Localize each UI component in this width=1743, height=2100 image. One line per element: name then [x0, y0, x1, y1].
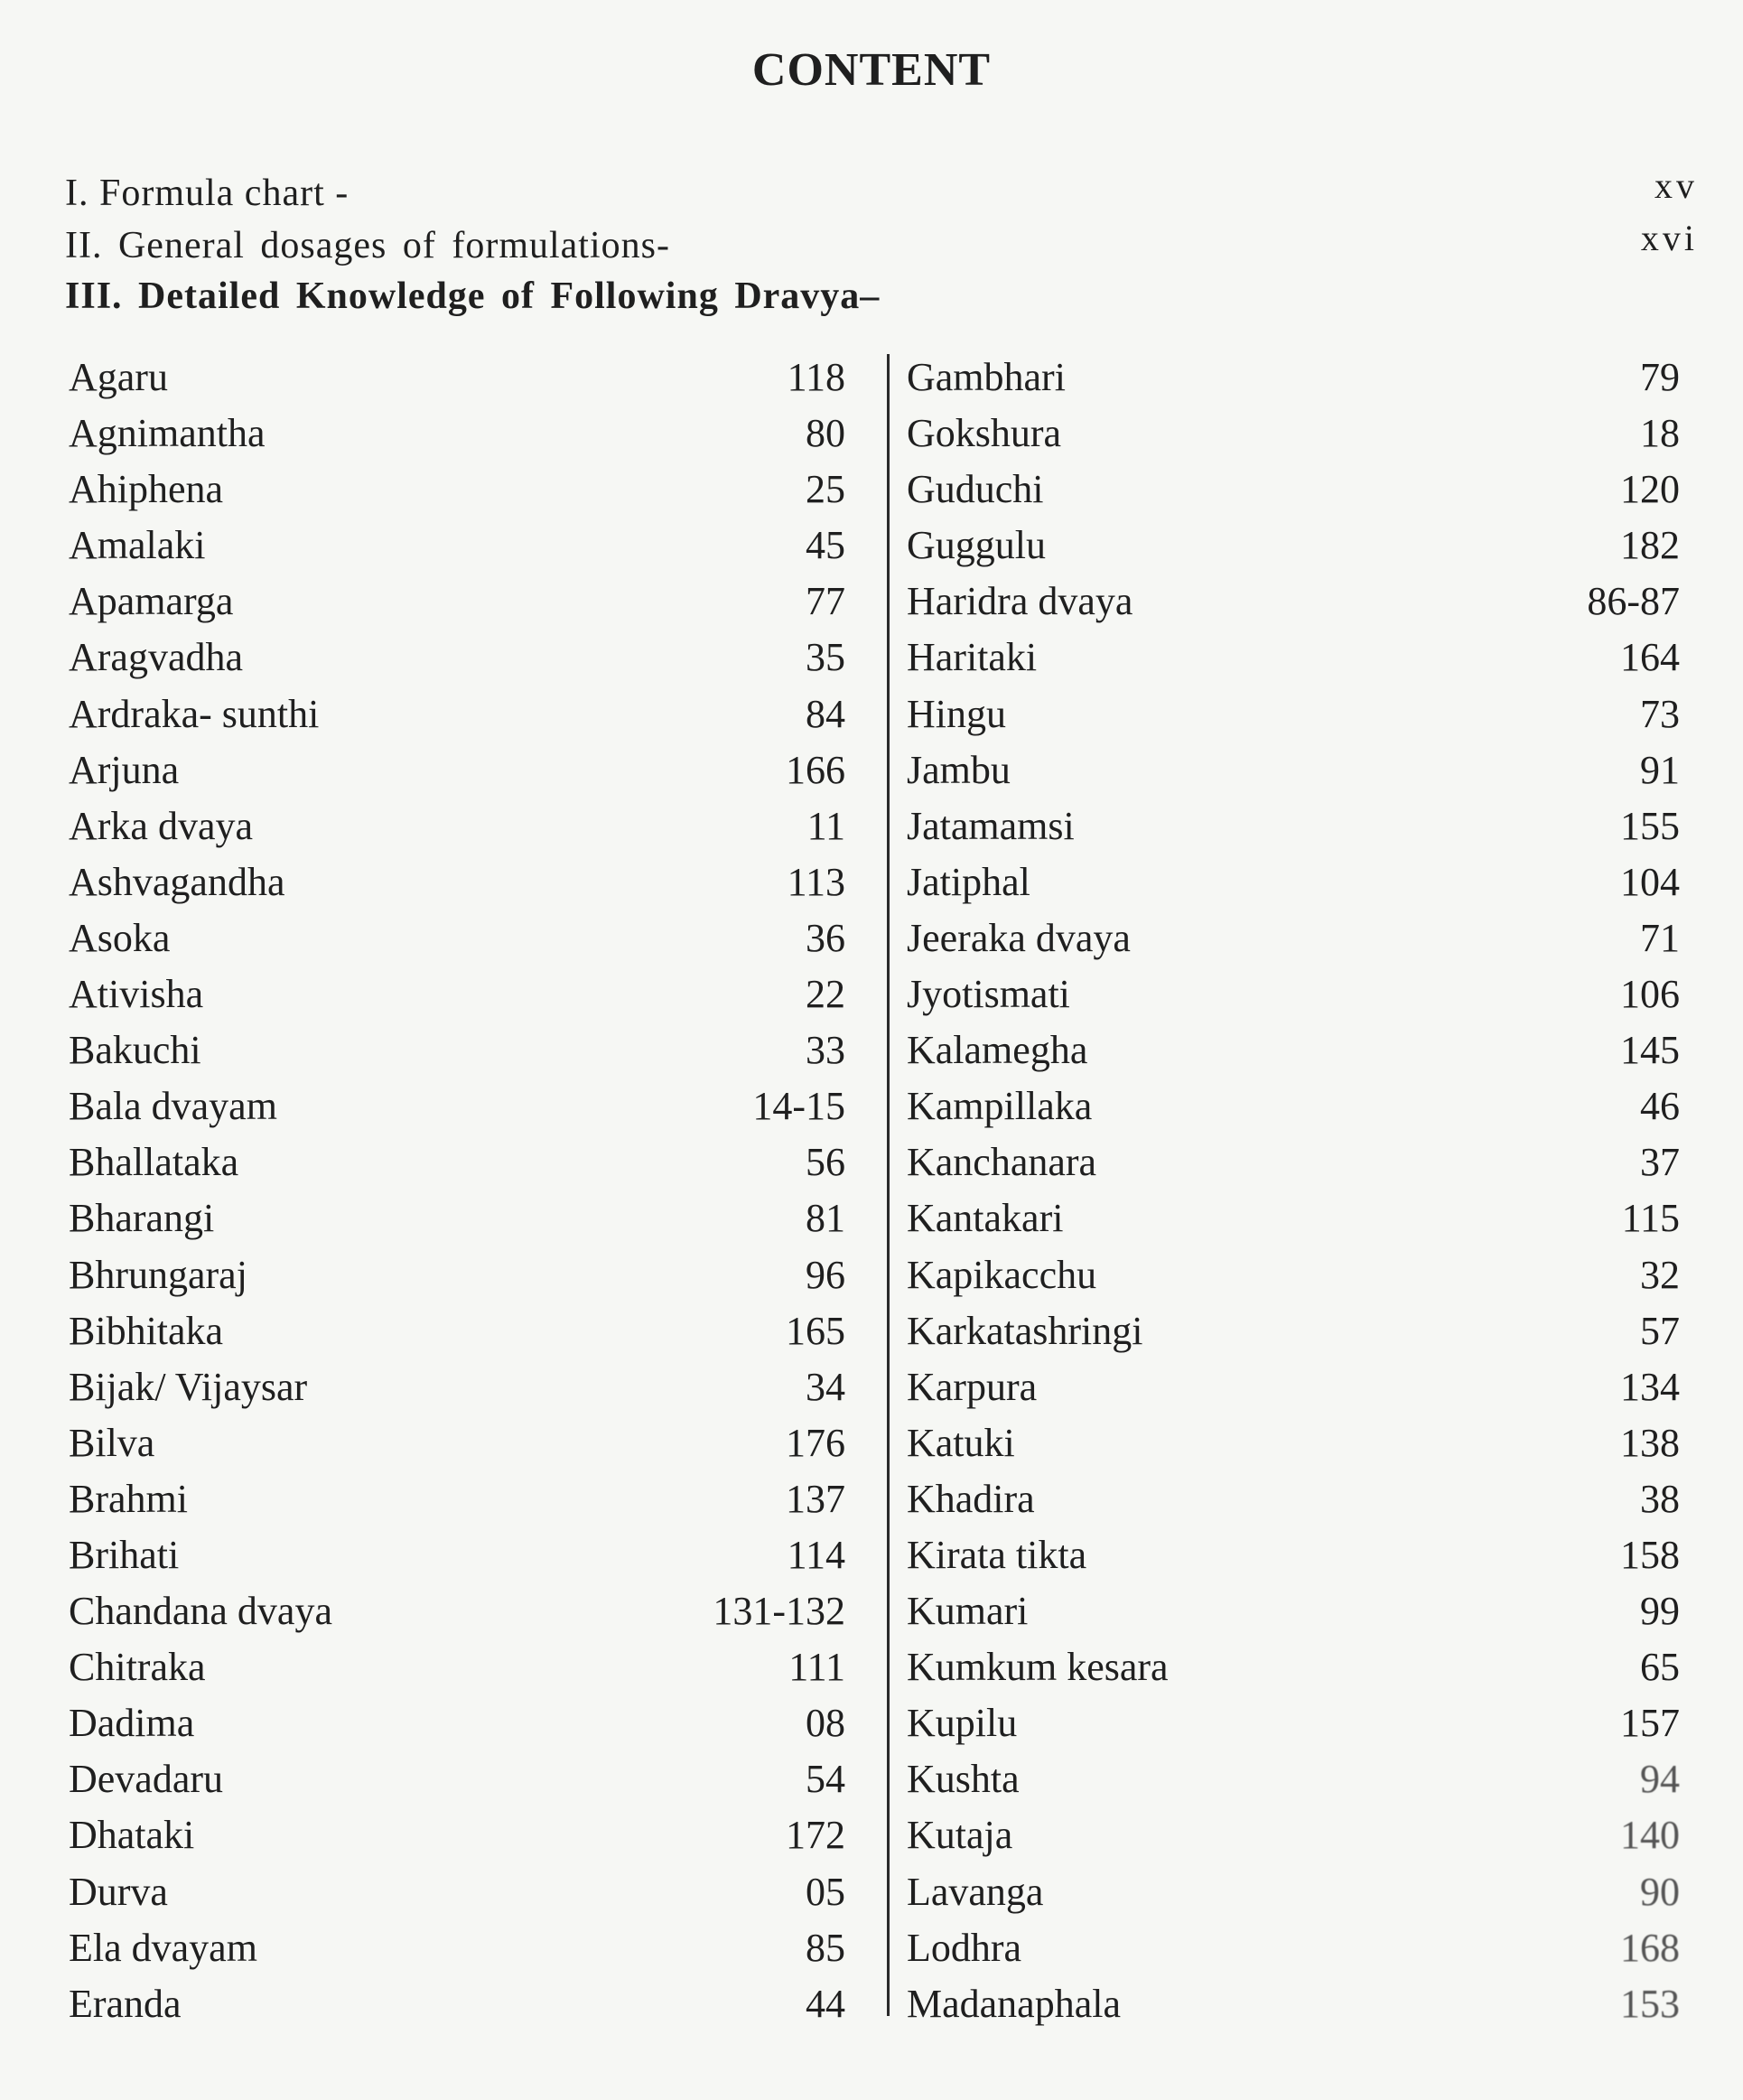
entry-name: Kanchanara — [907, 1140, 1097, 1185]
entry-name: Karkatashringi — [907, 1308, 1143, 1353]
entry-page-number: 73 — [1640, 691, 1680, 736]
entry-name: Hingu — [907, 691, 1006, 736]
entry-name: Brihati — [69, 1532, 180, 1577]
toc-entry — [907, 1247, 1680, 1303]
entry-name: Chitraka — [69, 1645, 206, 1690]
toc-entry — [907, 1751, 1680, 1807]
intro-general-dosages: II. General dosages of formulations- — [65, 225, 670, 266]
entry-page-number: 46 — [1640, 1084, 1680, 1129]
entry-name: Kirata tikta — [907, 1532, 1087, 1577]
entry-page-number: 45 — [806, 523, 845, 568]
entry-page-number: 176 — [786, 1420, 845, 1465]
toc-entry — [907, 350, 1680, 406]
entry-page-number: 54 — [806, 1757, 845, 1802]
entry-page-number: 113 — [787, 859, 845, 904]
toc-entry — [907, 1583, 1680, 1639]
entry-page-number: 34 — [806, 1364, 845, 1409]
toc-entry — [907, 1078, 1680, 1134]
toc-entry — [907, 966, 1680, 1022]
entry-page-number: 115 — [1621, 1196, 1680, 1241]
entry-page-number: 145 — [1620, 1028, 1680, 1073]
toc-entry — [907, 854, 1680, 910]
entry-name: Kalamegha — [907, 1028, 1088, 1073]
toc-entry — [69, 1976, 845, 2032]
entry-page-number: 44 — [806, 1981, 845, 2026]
toc-entry — [69, 1864, 845, 1920]
toc-entry — [69, 630, 845, 686]
entry-page-number: 18 — [1640, 411, 1680, 456]
toc-entry — [907, 1415, 1680, 1471]
toc-entry — [69, 1527, 845, 1583]
toc-entry — [907, 1527, 1680, 1583]
entry-page-number: 11 — [806, 803, 845, 848]
entry-page-number: 85 — [806, 1925, 845, 1970]
toc-entry — [907, 1807, 1680, 1863]
entry-name: Brahmi — [69, 1476, 188, 1521]
intro-detailed-knowledge-heading: III. Detailed Knowledge of Following Dravya– — [65, 275, 881, 317]
entry-name: Gambhari — [907, 355, 1066, 399]
intro-general-dosages-page: xvi — [1640, 218, 1698, 258]
toc-entry — [69, 1471, 845, 1527]
entry-page-number: 158 — [1620, 1532, 1680, 1577]
entry-name: Apamarga — [69, 579, 234, 624]
toc-entry — [69, 798, 845, 854]
entry-name: Devadaru — [69, 1757, 224, 1802]
toc-entry — [69, 966, 845, 1022]
entry-name: Bijak/ Vijaysar — [69, 1364, 308, 1409]
entry-page-number: 65 — [1640, 1645, 1680, 1690]
entry-page-number: 57 — [1640, 1308, 1680, 1353]
entry-name: Ativisha — [69, 972, 204, 1017]
entry-page-number: 05 — [806, 1869, 845, 1914]
toc-entry — [907, 1303, 1680, 1359]
entry-name: Kumkum kesara — [907, 1645, 1169, 1690]
entry-page-number: 56 — [806, 1140, 845, 1185]
toc-entry — [907, 630, 1680, 686]
dravya-list-left — [69, 350, 845, 2032]
column-divider — [887, 354, 890, 2016]
entry-name: Kampillaka — [907, 1084, 1093, 1129]
entry-name: Jatamamsi — [907, 803, 1075, 848]
toc-entry — [69, 1134, 845, 1190]
toc-entry — [69, 1359, 845, 1415]
entry-name: Haritaki — [907, 635, 1038, 680]
toc-entry — [907, 1190, 1680, 1246]
entry-page-number: 90 — [1640, 1869, 1680, 1914]
toc-entry — [69, 1751, 845, 1807]
entry-name: Jatiphal — [907, 859, 1030, 904]
dravya-list-right — [907, 350, 1680, 2032]
entry-name: Bharangi — [69, 1196, 215, 1241]
entry-page-number: 140 — [1620, 1813, 1680, 1858]
toc-entry — [69, 350, 845, 406]
toc-entry — [907, 1695, 1680, 1751]
entry-page-number: 22 — [806, 972, 845, 1017]
entry-page-number: 84 — [806, 691, 845, 736]
entry-page-number: 14-15 — [752, 1084, 845, 1129]
entry-page-number: 37 — [1640, 1140, 1680, 1185]
entry-name: Haridra dvaya — [907, 579, 1133, 624]
entry-name: Lavanga — [907, 1869, 1044, 1914]
entry-page-number: 79 — [1640, 355, 1680, 399]
entry-page-number: 172 — [786, 1813, 845, 1858]
entry-name: Asoka — [69, 915, 171, 960]
toc-entry — [69, 1078, 845, 1134]
toc-entry — [907, 1134, 1680, 1190]
entry-page-number: 35 — [806, 635, 845, 680]
toc-entry — [69, 1695, 845, 1751]
entry-page-number: 137 — [786, 1476, 845, 1521]
toc-entry — [907, 1471, 1680, 1527]
entry-page-number: 157 — [1620, 1701, 1680, 1746]
entry-page-number: 164 — [1620, 635, 1680, 680]
entry-name: Aragvadha — [69, 635, 244, 680]
entry-page-number: 71 — [1640, 915, 1680, 960]
intro-formula-chart: I. Formula chart - — [65, 173, 350, 214]
toc-entry — [907, 1359, 1680, 1415]
entry-page-number: 165 — [786, 1308, 845, 1353]
entry-name: Kupilu — [907, 1701, 1018, 1746]
entry-name: Jyotismati — [907, 972, 1070, 1017]
toc-entry — [69, 742, 845, 798]
entry-page-number: 153 — [1620, 1981, 1680, 2026]
entry-name: Agnimantha — [69, 411, 266, 456]
toc-entry — [907, 1864, 1680, 1920]
entry-page-number: 114 — [787, 1532, 845, 1577]
toc-entry — [69, 1190, 845, 1246]
toc-entry — [907, 406, 1680, 462]
entry-page-number: 36 — [806, 915, 845, 960]
entry-name: Dadima — [69, 1701, 195, 1746]
entry-name: Lodhra — [907, 1925, 1022, 1970]
entry-page-number: 182 — [1620, 523, 1680, 568]
entry-name: Dhataki — [69, 1813, 195, 1858]
toc-entry — [907, 1022, 1680, 1078]
toc-entry — [69, 518, 845, 574]
entry-name: Kantakari — [907, 1196, 1064, 1241]
page-title: CONTENT — [751, 44, 992, 96]
entry-name: Jeeraka dvaya — [907, 915, 1131, 960]
entry-name: Durva — [69, 1869, 168, 1914]
entry-name: Agaru — [69, 355, 168, 399]
entry-page-number: 33 — [806, 1028, 845, 1073]
entry-name: Gokshura — [907, 411, 1062, 456]
entry-name: Bilva — [69, 1420, 155, 1465]
toc-entry — [69, 686, 845, 742]
entry-name: Ashvagandha — [69, 859, 285, 904]
entry-name: Khadira — [907, 1476, 1035, 1521]
toc-entry — [69, 1639, 845, 1695]
entry-page-number: 168 — [1620, 1925, 1680, 1970]
entry-page-number: 166 — [786, 747, 845, 792]
entry-name: Guduchi — [907, 467, 1044, 512]
toc-entry — [69, 462, 845, 518]
toc-entry — [907, 742, 1680, 798]
toc-entry — [907, 798, 1680, 854]
entry-name: Bhallataka — [69, 1140, 239, 1185]
toc-entry — [69, 1807, 845, 1863]
toc-entry — [69, 1415, 845, 1471]
entry-name: Kumari — [907, 1589, 1029, 1634]
entry-name: Kushta — [907, 1757, 1020, 1802]
intro-formula-chart-page: xv — [1654, 165, 1698, 206]
entry-name: Bibhitaka — [69, 1308, 224, 1353]
entry-name: Bala dvayam — [69, 1084, 277, 1129]
entry-page-number: 94 — [1640, 1757, 1680, 1802]
entry-page-number: 118 — [787, 355, 845, 399]
entry-page-number: 81 — [806, 1196, 845, 1241]
toc-entry — [69, 854, 845, 910]
toc-entry — [69, 1247, 845, 1303]
entry-page-number: 155 — [1620, 803, 1680, 848]
entry-page-number: 138 — [1620, 1420, 1680, 1465]
entry-name: Arjuna — [69, 747, 180, 792]
toc-entry — [907, 1976, 1680, 2032]
entry-page-number: 111 — [788, 1645, 845, 1690]
entry-name: Chandana dvaya — [69, 1589, 332, 1634]
entry-page-number: 77 — [806, 579, 845, 624]
entry-name: Ardraka- sunthi — [69, 691, 320, 736]
entry-name: Katuki — [907, 1420, 1015, 1465]
toc-entry — [69, 910, 845, 966]
entry-name: Ela dvayam — [69, 1925, 257, 1970]
entry-name: Bakuchi — [69, 1028, 201, 1073]
toc-entry — [69, 406, 845, 462]
toc-entry — [907, 518, 1680, 574]
entry-name: Kutaja — [907, 1813, 1013, 1858]
entry-page-number: 08 — [806, 1701, 845, 1746]
toc-entry — [69, 1583, 845, 1639]
entry-page-number: 38 — [1640, 1476, 1680, 1521]
toc-entry — [907, 686, 1680, 742]
toc-entry — [69, 1920, 845, 1976]
toc-entry — [907, 910, 1680, 966]
entry-name: Arka dvaya — [69, 803, 254, 848]
entry-name: Ahiphena — [69, 467, 224, 512]
entry-page-number: 32 — [1640, 1252, 1680, 1297]
toc-entry — [907, 574, 1680, 630]
entry-name: Karpura — [907, 1364, 1038, 1409]
entry-page-number: 80 — [806, 411, 845, 456]
entry-page-number: 25 — [806, 467, 845, 512]
entry-page-number: 131-132 — [713, 1589, 845, 1634]
entry-page-number: 106 — [1620, 972, 1680, 1017]
entry-page-number: 104 — [1620, 859, 1680, 904]
entry-name: Guggulu — [907, 523, 1046, 568]
entry-page-number: 96 — [806, 1252, 845, 1297]
toc-entry — [907, 1639, 1680, 1695]
toc-entry — [69, 1022, 845, 1078]
entry-page-number: 86-87 — [1587, 579, 1680, 624]
entry-name: Eranda — [69, 1981, 182, 2026]
toc-entry — [69, 574, 845, 630]
entry-name: Madanaphala — [907, 1981, 1121, 2026]
entry-page-number: 120 — [1620, 467, 1680, 512]
entry-name: Kapikacchu — [907, 1252, 1097, 1297]
toc-entry — [907, 1920, 1680, 1976]
toc-entry — [69, 1303, 845, 1359]
entry-name: Amalaki — [69, 523, 206, 568]
entry-name: Jambu — [907, 747, 1011, 792]
entry-page-number: 91 — [1640, 747, 1680, 792]
entry-page-number: 99 — [1640, 1589, 1680, 1634]
entry-page-number: 134 — [1620, 1364, 1680, 1409]
toc-entry — [907, 462, 1680, 518]
entry-name: Bhrungaraj — [69, 1252, 247, 1297]
